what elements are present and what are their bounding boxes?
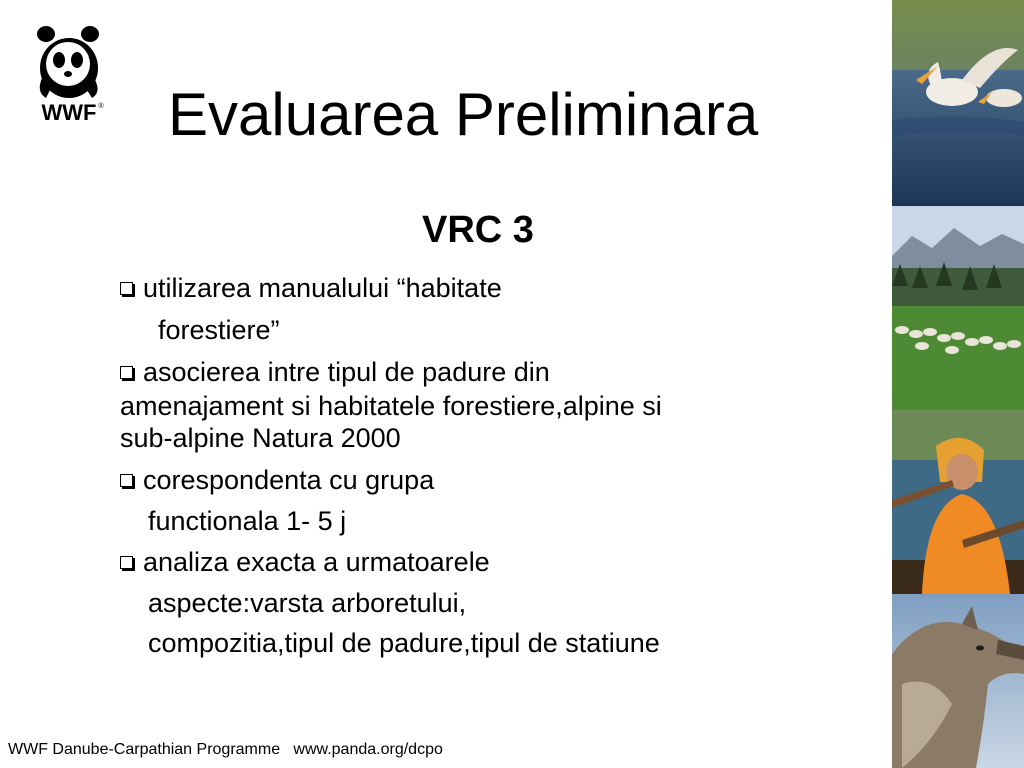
checkbox-bullet-icon (120, 556, 133, 569)
bullet-4-line-3: compozitia,tipul de padure,tipul de statiune (148, 628, 660, 658)
sheep-meadow-photo (892, 206, 1024, 410)
bullet-1-line-2: forestiere” (158, 315, 280, 345)
bullet-3-line-2: functionala 1- 5 j (148, 506, 347, 536)
bullet-4-line-2: aspecte:varsta arboretului, (148, 588, 467, 618)
checkbox-bullet-icon (120, 474, 133, 487)
checkbox-bullet-icon (120, 282, 133, 295)
bullet-2-line-2: amenajament si habitatele forestiere,alpine si (120, 391, 662, 421)
bullet-3-line-1: corespondenta cu grupa (120, 464, 434, 496)
slide-title: Evaluarea Preliminara (168, 81, 759, 148)
checkbox-bullet-icon (120, 366, 133, 379)
registered-mark: ® (98, 103, 104, 110)
wwf-logo-wordmark: WWF (41, 100, 97, 125)
bullet-2-line-1: asocierea intre tipul de padure din (120, 356, 550, 388)
fisherman-photo (892, 410, 1024, 594)
bullet-4-line-1: analiza exacta a urmatoarele (120, 546, 490, 578)
photo-strip (892, 0, 1024, 768)
slide-subtitle: VRC 3 (422, 209, 534, 251)
bullet-2-line-3: sub-alpine Natura 2000 (120, 423, 401, 453)
bullet-1-line-1: utilizarea manualului “habitate (120, 272, 502, 304)
pelicans-photo (892, 0, 1024, 206)
wolf-photo (892, 594, 1024, 768)
wwf-panda-logo (32, 20, 106, 130)
footer-text: WWF Danube-Carpathian Programme www.panda.org/dcpo (8, 741, 443, 758)
